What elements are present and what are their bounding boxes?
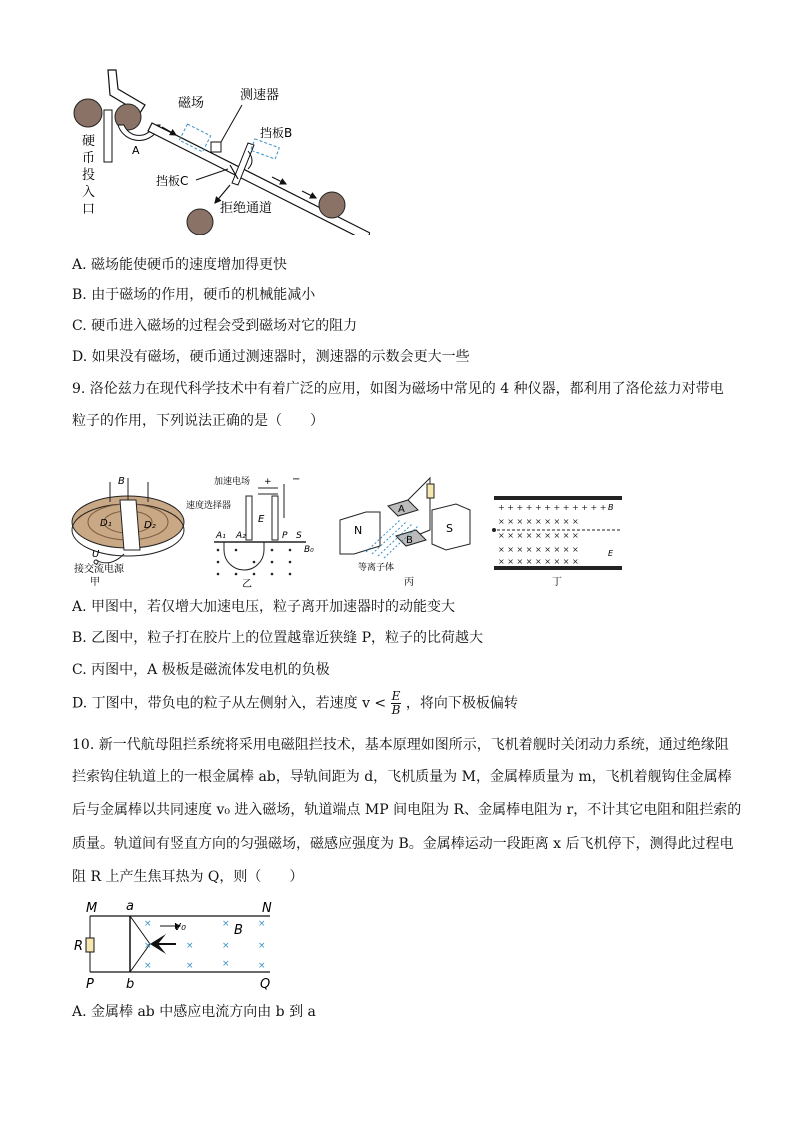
svg-text:× × × × × × × × ×: × × × × × × × × ×	[498, 557, 579, 566]
caption-ding: 丁	[552, 577, 562, 588]
pillar	[104, 110, 112, 162]
coin-inlet-char-2: 币	[82, 151, 96, 166]
resistor-R	[86, 938, 94, 952]
cross: ×	[258, 961, 266, 971]
fraction-E-over-B	[391, 690, 402, 717]
label-plasma: 等离子体	[358, 563, 395, 573]
q8-option-a: A. 磁场能使硬币的速度增加得更快	[72, 257, 288, 273]
figure-ding-velocity-selector	[490, 470, 635, 588]
cross: ×	[186, 941, 194, 951]
q10-stem-line5: 阻 R 上产生焦耳热为 Q，则（ ）	[72, 869, 304, 885]
cross: ×	[186, 961, 194, 971]
figure-bing-mhd-generator	[336, 470, 486, 588]
q9-option-d	[72, 690, 518, 717]
coin-inlet-char-5: 口	[82, 202, 96, 217]
label-R: R	[74, 939, 84, 954]
q8-option-c: C. 硬币进入磁场的过程会受到磁场对它的阻力	[72, 318, 358, 334]
coin-sorter-figure	[70, 65, 370, 235]
caption-bing: 丙	[404, 577, 414, 588]
coin-left	[74, 99, 102, 127]
coin-inlet-char-3: 投	[82, 168, 96, 183]
rejected-coin	[187, 209, 213, 235]
svg-text:× × × × × × × × ×: × × × × × × × × ×	[498, 517, 579, 526]
q9-option-c: C. 丙图中，A 极板是磁流体发电机的负极	[72, 662, 330, 678]
cross: ×	[222, 919, 230, 929]
q9-option-a: A. 甲图中，若仅增大加速电压，粒子离开加速器时的动能变大	[72, 599, 456, 615]
coin-inlet-char-4: 入	[82, 185, 96, 200]
label-accel-field: 加速电场	[214, 477, 251, 487]
q10-option-a: A. 金属棒 ab 中感应电流方向由 b 到 a	[72, 1004, 316, 1020]
q10-stem-line1: 10. 新一代航母阻拦系统将采用电磁阻拦技术，基本原理如图所示，飞机着舰时关闭动力系统，通过绝缘阻	[72, 737, 729, 753]
speedometer-leader	[221, 105, 242, 142]
caption-ac-source: 接交流电源	[74, 564, 124, 575]
label-S: S	[446, 522, 453, 535]
label-B-plate: B	[406, 535, 413, 546]
cross: ×	[222, 941, 230, 951]
label-baffle-C: 挡板C	[156, 174, 189, 188]
q9-option-d-pre: D. 丁图中，带负电的粒子从左侧射入，若速度 v <	[72, 695, 387, 712]
label-Q: Q	[260, 977, 271, 990]
speedometer	[211, 142, 221, 152]
label-D2: D₂	[144, 520, 156, 531]
baffle-B-dashed	[251, 139, 280, 159]
label-B: B	[234, 923, 243, 938]
label-b: b	[126, 977, 135, 990]
cross: ×	[144, 961, 152, 971]
q8-option-b: B. 由于磁场的作用，硬币的机械能减小	[72, 287, 316, 303]
label-M: M	[86, 901, 98, 916]
label-A-plate: A	[398, 504, 405, 515]
label-reject: 拒绝通道	[220, 201, 273, 216]
label-plus: +	[264, 477, 272, 487]
figure-yi-mass-spectrometer	[180, 470, 320, 588]
q10-stem-line3: 后与金属棒以共同速度 v₀ 进入磁场，轨道端点 MP 间电阻为 R、金属棒电阻为 r，不计其它电阻和阻拦索的	[72, 802, 742, 818]
caption-yi: 乙	[242, 579, 252, 588]
cross: ×	[258, 919, 266, 929]
label-A: A	[132, 144, 140, 157]
label-A1: A₁	[216, 531, 226, 541]
label-field: 磁场	[178, 96, 205, 111]
label-E: E	[608, 549, 614, 558]
label-B0: B₀	[304, 545, 314, 555]
label-a: a	[126, 899, 134, 914]
svg-text:+ + + + + + + + + + + +: + + + + + + + + + + + +	[498, 503, 607, 512]
label-N: N	[262, 901, 272, 916]
label-velocity-selector: 速度选择器	[186, 501, 232, 511]
label-P: P	[86, 977, 94, 990]
q9-option-d-post: ，将向下极板偏转	[405, 695, 518, 712]
label-A2: A₂	[236, 531, 246, 541]
q10-stem-line4: 质量。轨道间有竖直方向的匀强磁场，磁感应强度为 B。金属棒运动一段距离 x 后飞机停下，测得此过程电	[72, 836, 734, 852]
coin-inlet-char-1: 硬	[82, 134, 96, 149]
caption-jia: 甲	[90, 577, 100, 588]
cross: ×	[222, 959, 230, 969]
label-N: N	[354, 524, 363, 537]
label-speedometer: 测速器	[240, 88, 280, 103]
accepted-coin	[319, 192, 345, 218]
q9-stem-line2: 粒子的作用，下列说法正确的是（ ）	[72, 413, 324, 429]
cross: ×	[144, 941, 152, 951]
label-D1: D₁	[100, 518, 112, 529]
cross: ×	[258, 941, 266, 951]
cross: ×	[144, 919, 152, 929]
fraction-numerator: E	[391, 689, 401, 703]
label-B: B	[118, 476, 125, 487]
q9-stem-line1: 9. 洛伦兹力在现代科学技术中有着广泛的应用，如图为磁场中常见的 4 种仪器，都利用了洛伦兹力对带电	[72, 381, 724, 397]
label-v0: v₀	[174, 919, 186, 933]
fraction-denominator: B	[391, 703, 401, 717]
svg-text:× × × × × × × × ×: × × × × × × × × ×	[498, 545, 579, 554]
q10-stem-line2: 拦索钩住轨道上的一根金属棒 ab，导轨间距为 d，飞机质量为 M，金属棒质量为 m，飞机着舰钩住金属棒	[72, 769, 732, 785]
label-P: P	[282, 531, 288, 541]
cross-grid	[498, 503, 606, 566]
label-S: S	[296, 531, 302, 541]
label-minus: −	[292, 474, 301, 485]
label-baffle-B: 挡板B	[260, 126, 293, 140]
q10-rail-figure	[72, 898, 292, 990]
svg-text:× × × × × × × × ×: × × × × × × × × ×	[498, 531, 579, 540]
q8-option-d: D. 如果没有磁场，硬币通过测速器时，测速器的示数会更大一些	[72, 349, 470, 365]
label-U: U	[92, 549, 100, 560]
label-E: E	[258, 514, 265, 525]
label-B: B	[608, 503, 614, 512]
q9-option-b: B. 乙图中，粒子打在胶片上的位置越靠近狭缝 P，粒子的比荷越大	[72, 630, 484, 646]
